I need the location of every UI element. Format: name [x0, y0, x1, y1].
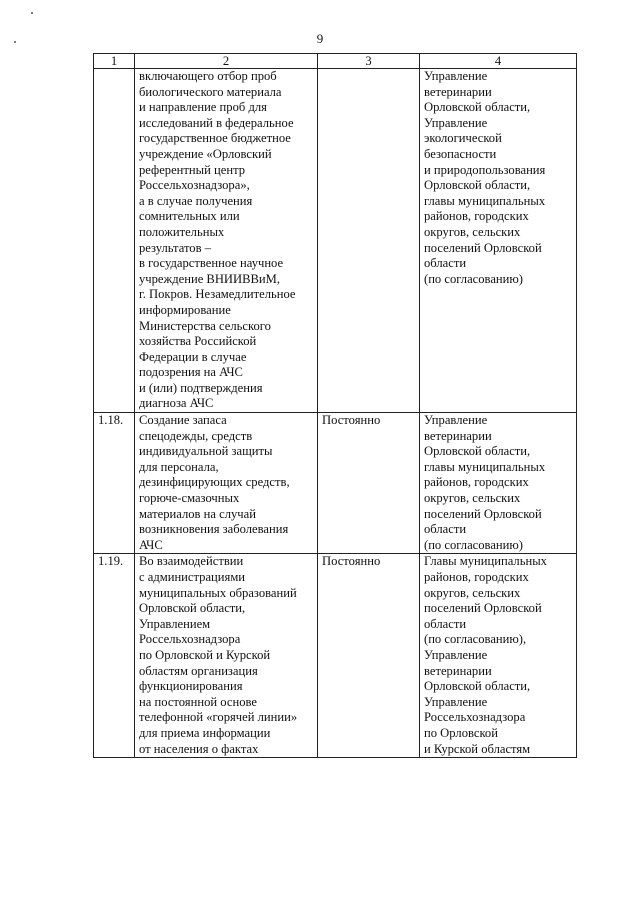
cell-line: поселений Орловской — [424, 601, 542, 616]
cell-line: ветеринарии — [424, 663, 492, 678]
cell-line: информирование — [139, 302, 231, 317]
cell-line: поселений Орловской — [424, 506, 542, 521]
table-row — [94, 413, 577, 554]
cell-line: возникновения заболевания — [139, 522, 289, 537]
cell-line: спецодежды, средств — [139, 428, 253, 443]
cell-line: телефонной «горячей линии» — [139, 710, 298, 725]
cell-line: диагноза АЧС — [139, 396, 214, 411]
cell-line: положительных — [139, 224, 225, 239]
cell-line: Россельхознадзора — [139, 632, 241, 647]
cell-line: дезинфицирующих средств, — [139, 475, 290, 490]
cell-line: для персонала, — [139, 459, 219, 474]
cell-line: Управление — [424, 647, 488, 662]
cell-line: области — [424, 616, 467, 631]
period-cell — [318, 69, 420, 413]
cell-line: Создание запаса — [139, 413, 227, 428]
cell-line: исследований в федеральное — [139, 115, 294, 130]
cell-line: Россельхознадзора — [424, 710, 526, 725]
cell-line: ветеринарии — [424, 428, 492, 443]
page-number: 9 — [316, 31, 324, 46]
cell-line: Во взаимодействии — [139, 554, 244, 569]
cell-line: материалов на случай — [139, 506, 256, 521]
cell-line: (по согласованию) — [424, 271, 524, 286]
cell-line: государственное бюджетное — [139, 131, 291, 146]
cell-line: области — [424, 522, 467, 537]
cell-line: поселений Орловской — [424, 240, 542, 255]
cell-line: в государственное научное — [139, 256, 284, 271]
cell-line: безопасности — [424, 146, 497, 161]
cell-line: Управление — [424, 115, 488, 130]
measure-description — [135, 554, 318, 758]
cell-line: и направление проб для — [139, 100, 267, 115]
item-number: 1.19. — [94, 554, 135, 758]
cell-line: Управление — [424, 69, 488, 83]
cell-line: на постоянной основе — [139, 694, 257, 709]
cell-line: Управлением — [139, 616, 211, 631]
cell-line: (по согласованию), — [424, 632, 527, 647]
cell-line: округов, сельских — [424, 224, 521, 239]
cell-line: Управление — [424, 413, 488, 428]
cell-line: включающего отбор проб — [139, 69, 277, 83]
cell-line: индивидуальной защиты — [139, 444, 273, 459]
cell-line: Орловской области, — [424, 178, 531, 193]
cell-line: округов, сельских — [424, 491, 521, 506]
table-header-row — [94, 54, 577, 69]
cell-line: результатов – — [139, 240, 211, 255]
cell-line: Россельхознадзора», — [139, 178, 250, 193]
cell-line: Орловской области, — [424, 100, 531, 115]
item-number: 1.18. — [94, 413, 135, 554]
cell-line: референтный центр — [139, 162, 246, 177]
cell-line: Министерства сельского — [139, 318, 271, 333]
cell-line: сомнительных или — [139, 209, 240, 224]
cell-line: главы муниципальных — [424, 193, 546, 208]
cell-line: Орловской области, — [139, 601, 246, 616]
column-header-4: 4 — [420, 54, 577, 69]
cell-line: муниципальных образований — [139, 585, 297, 600]
cell-line: учреждение «Орловский — [139, 146, 272, 161]
cell-line: и Курской областям — [424, 741, 531, 756]
cell-line: для приема информации — [139, 725, 271, 740]
measure-description — [135, 69, 318, 413]
cell-line: области — [424, 256, 467, 271]
cell-line: и (или) подтверждения — [139, 380, 263, 395]
cell-line: Главы муниципальных — [424, 554, 547, 569]
column-header-2: 2 — [135, 54, 318, 69]
cell-line: экологической — [424, 131, 502, 146]
item-number — [94, 69, 135, 413]
cell-line: и природопользования — [424, 162, 546, 177]
responsible-parties — [420, 554, 577, 758]
cell-line: районов, городских — [424, 475, 529, 490]
period-cell: Постоянно — [318, 554, 420, 758]
measures-table — [93, 53, 577, 758]
cell-line: АЧС — [139, 537, 163, 552]
cell-line: горюче-смазочных — [139, 491, 240, 506]
cell-line: от населения о фактах — [139, 741, 259, 756]
cell-line: подозрения на АЧС — [139, 365, 243, 380]
cell-line: с администрациями — [139, 570, 246, 584]
scan-speck — [31, 12, 33, 14]
cell-line: по Орловской и Курской — [139, 647, 271, 662]
table-row — [94, 554, 577, 758]
measure-description — [135, 413, 318, 554]
cell-line: а в случае получения — [139, 193, 253, 208]
cell-line: хозяйства Российской — [139, 334, 257, 349]
cell-line: Орловской области, — [424, 444, 531, 459]
period-cell: Постоянно — [318, 413, 420, 554]
table-row — [94, 69, 577, 413]
cell-line: Управление — [424, 694, 488, 709]
cell-line: г. Покров. Незамедлительное — [139, 287, 296, 302]
responsible-parties — [420, 69, 577, 413]
cell-line: районов, городских — [424, 209, 529, 224]
column-header-3: 3 — [318, 54, 420, 69]
cell-line: по Орловской — [424, 725, 498, 740]
cell-line: биологического материала — [139, 84, 282, 99]
cell-line: (по согласованию) — [424, 537, 524, 552]
cell-line: главы муниципальных — [424, 459, 546, 474]
responsible-parties — [420, 413, 577, 554]
cell-line: областям организация — [139, 663, 258, 678]
cell-line: учреждение ВНИИВВиМ, — [139, 271, 281, 286]
column-header-1: 1 — [94, 54, 135, 69]
cell-line: округов, сельских — [424, 585, 521, 600]
cell-line: Орловской области, — [424, 679, 531, 694]
cell-line: функционирования — [139, 679, 243, 694]
cell-line: Федерации в случае — [139, 349, 247, 364]
cell-line: ветеринарии — [424, 84, 492, 99]
cell-line: районов, городских — [424, 570, 529, 584]
